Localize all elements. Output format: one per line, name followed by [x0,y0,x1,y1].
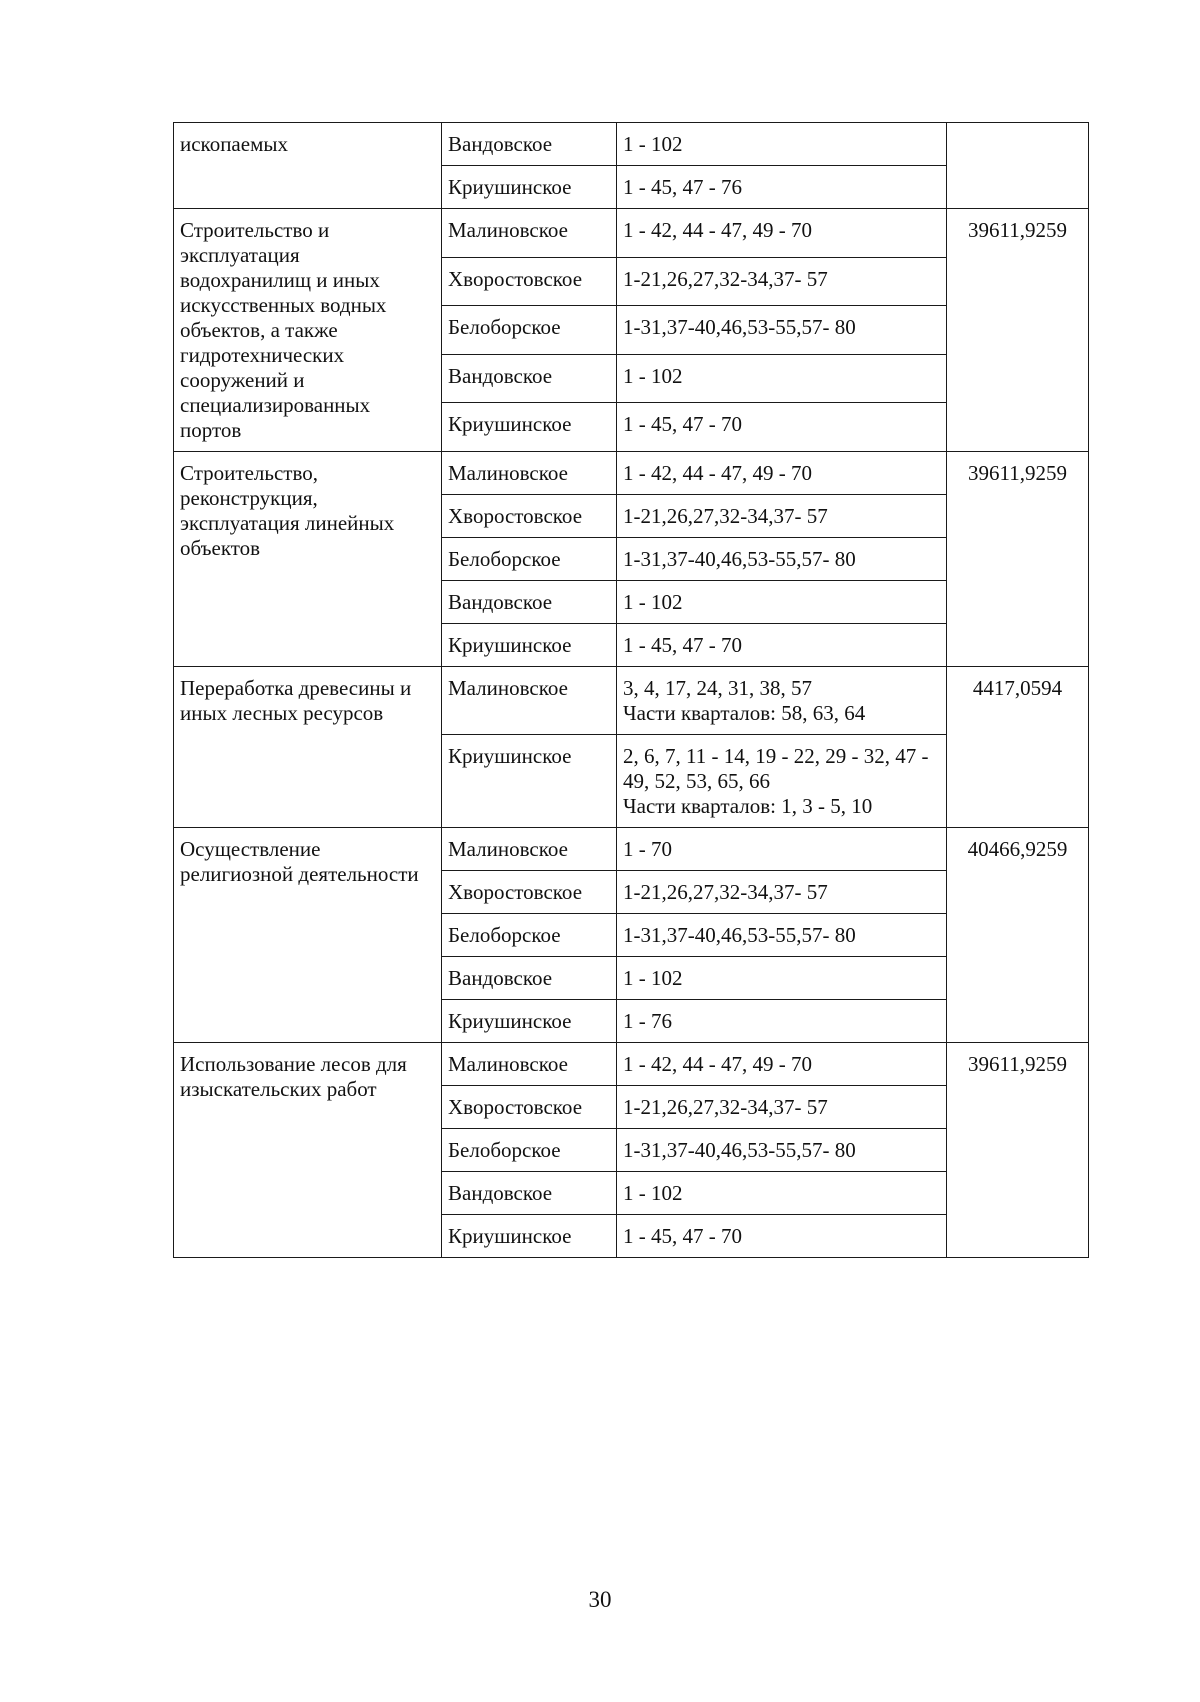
table-body [174,123,1089,1258]
district-cell: Белоборское [442,306,617,355]
forest-use-table [173,122,1089,1258]
area-cell: 39611,9259 [947,209,1089,452]
quarters-cell: 1-31,37-40,46,53-55,57- 80 [617,914,947,957]
district-cell: Криушинское [442,735,617,828]
quarters-cell: 1 - 45, 47 - 70 [617,1215,947,1258]
area-cell: 4417,0594 [947,667,1089,828]
district-cell: Вандовское [442,123,617,166]
district-cell: Криушинское [442,403,617,452]
quarters-cell: 1 - 102 [617,957,947,1000]
quarters-cell: 1 - 102 [617,354,947,403]
purpose-cell: Переработка древесины и иных лесных ресурсов [174,667,442,828]
quarters-cell: 1 - 102 [617,1172,947,1215]
district-cell: Вандовское [442,354,617,403]
table-row [174,667,1089,735]
page-number: 30 [588,1587,612,1612]
table-row [174,1043,1089,1086]
district-cell: Вандовское [442,581,617,624]
table-row [174,452,1089,495]
district-cell: Криушинское [442,1215,617,1258]
quarters-cell: 1-31,37-40,46,53-55,57- 80 [617,1129,947,1172]
district-cell: Малиновское [442,452,617,495]
quarters-cell: 1 - 45, 47 - 70 [617,624,947,667]
purpose-cell: ископаемых [174,123,442,209]
quarters-cell: 1 - 45, 47 - 76 [617,166,947,209]
district-cell: Вандовское [442,1172,617,1215]
purpose-cell: Использование лесов для изыскательских работ [174,1043,442,1258]
district-cell: Белоборское [442,914,617,957]
table-row [174,828,1089,871]
district-cell: Хворостовское [442,871,617,914]
quarters-cell: 1-21,26,27,32-34,37- 57 [617,257,947,306]
quarters-cell: 1 - 102 [617,581,947,624]
area-cell: 39611,9259 [947,452,1089,667]
purpose-cell: Осуществление религиозной деятельности [174,828,442,1043]
district-cell: Криушинское [442,1000,617,1043]
district-cell: Белоборское [442,1129,617,1172]
district-cell: Малиновское [442,667,617,735]
quarters-cell: 1-31,37-40,46,53-55,57- 80 [617,538,947,581]
table-row [174,123,1089,166]
area-cell [947,123,1089,209]
quarters-cell: 1 - 102 [617,123,947,166]
quarters-cell: 1-21,26,27,32-34,37- 57 [617,1086,947,1129]
district-cell: Хворостовское [442,257,617,306]
quarters-cell: 1 - 76 [617,1000,947,1043]
district-cell: Криушинское [442,166,617,209]
district-cell: Криушинское [442,624,617,667]
quarters-cell: 1 - 70 [617,828,947,871]
district-cell: Белоборское [442,538,617,581]
quarters-cell: 2, 6, 7, 11 - 14, 19 - 22, 29 - 32, 47 - 49, 52, 53, 65, 66 Части кварталов: 1, 3 - 5, 10 [617,735,947,828]
quarters-cell: 1-21,26,27,32-34,37- 57 [617,495,947,538]
quarters-cell: 3, 4, 17, 24, 31, 38, 57 Части кварталов: 58, 63, 64 [617,667,947,735]
quarters-cell: 1 - 42, 44 - 47, 49 - 70 [617,209,947,258]
table-row [174,209,1089,258]
district-cell: Малиновское [442,209,617,258]
district-cell: Хворостовское [442,495,617,538]
quarters-cell: 1 - 45, 47 - 70 [617,403,947,452]
quarters-cell: 1 - 42, 44 - 47, 49 - 70 [617,452,947,495]
district-cell: Малиновское [442,1043,617,1086]
district-cell: Вандовское [442,957,617,1000]
district-cell: Малиновское [442,828,617,871]
area-cell: 39611,9259 [947,1043,1089,1258]
quarters-cell: 1-21,26,27,32-34,37- 57 [617,871,947,914]
area-cell: 40466,9259 [947,828,1089,1043]
quarters-cell: 1-31,37-40,46,53-55,57- 80 [617,306,947,355]
purpose-cell: Строительство, реконструкция, эксплуатация линейных объектов [174,452,442,667]
purpose-cell: Строительство и эксплуатация водохранилищ и иных искусственных водных объектов, а также гидротехнических сооружений и специализированных портов [174,209,442,452]
district-cell: Хворостовское [442,1086,617,1129]
quarters-cell: 1 - 42, 44 - 47, 49 - 70 [617,1043,947,1086]
